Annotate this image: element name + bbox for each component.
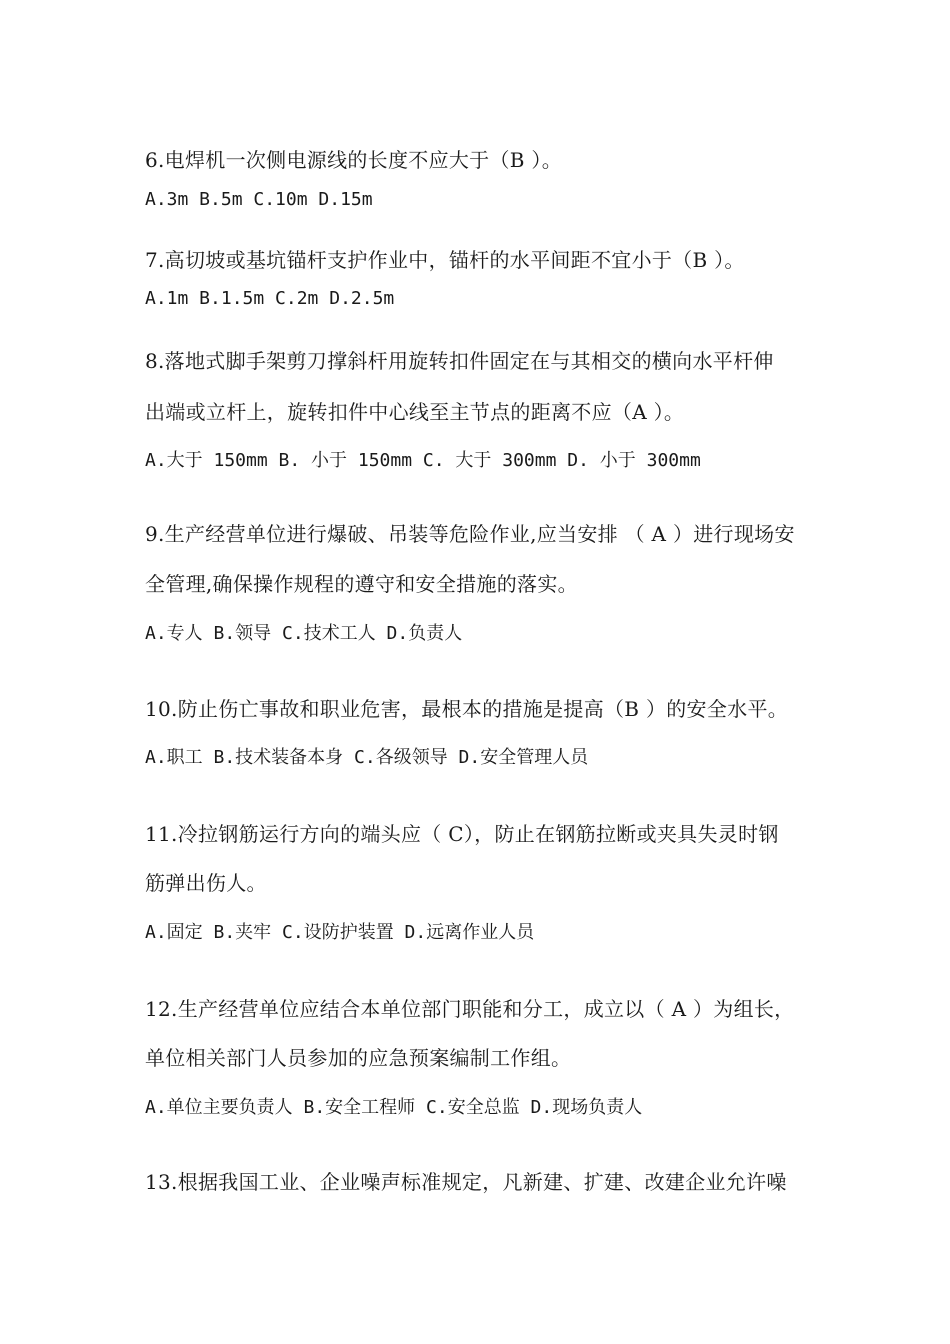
question-12-line-1: 12.生产经营单位应结合本单位部门职能和分工，成立以（ A ）为组长， [145,997,795,1021]
question-13-line-1: 13.根据我国工业、企业噪声标准规定，凡新建、扩建、改建企业允许噪 [145,1170,787,1194]
question-7: 7.高切坡或基坑锚杆支护作业中，锚杆的水平间距不宜小于（B ）。 [145,248,745,272]
question-10-options: A.职工 B.技术装备本身 C.各级领导 D.安全管理人员 [145,747,589,768]
question-12-line-2: 单位相关部门人员参加的应急预案编制工作组。 [145,1046,572,1070]
question-10: 10.防止伤亡事故和职业危害，最根本的措施是提高（B ）的安全水平。 [145,697,789,721]
question-6-options: A.3m B.5m C.10m D.15m [145,189,373,210]
question-8-line-1: 8.落地式脚手架剪刀撑斜杆用旋转扣件固定在与其相交的横向水平杆伸 [145,349,774,373]
question-6: 6.电焊机一次侧电源线的长度不应大于（B ）。 [145,148,563,172]
question-11-line-1: 11.冷拉钢筋运行方向的端头应（ C），防止在钢筋拉断或夹具失灵时钢 [145,822,779,846]
question-9-options: A.专人 B.领导 C.技术工人 D.负责人 [145,623,463,644]
question-8-options: A.大于 150mm B. 小于 150mm C. 大于 300mm D. 小于 300mm [145,450,701,471]
question-9-line-1: 9.生产经营单位进行爆破、吊装等危险作业,应当安排 （ A ）进行现场安 [145,522,795,546]
question-7-options: A.1m B.1.5m C.2m D.2.5m [145,288,395,309]
question-11-options: A.固定 B.夹牢 C.设防护装置 D.远离作业人员 [145,922,535,943]
question-8-line-2: 出端或立杆上，旋转扣件中心线至主节点的距离不应（A ）。 [145,400,685,424]
question-12-options: A.单位主要负责人 B.安全工程师 C.安全总监 D.现场负责人 [145,1097,643,1118]
question-11-line-2: 筋弹出伤人。 [145,871,267,895]
question-9-line-2: 全管理,确保操作规程的遵守和安全措施的落实。 [145,572,578,596]
